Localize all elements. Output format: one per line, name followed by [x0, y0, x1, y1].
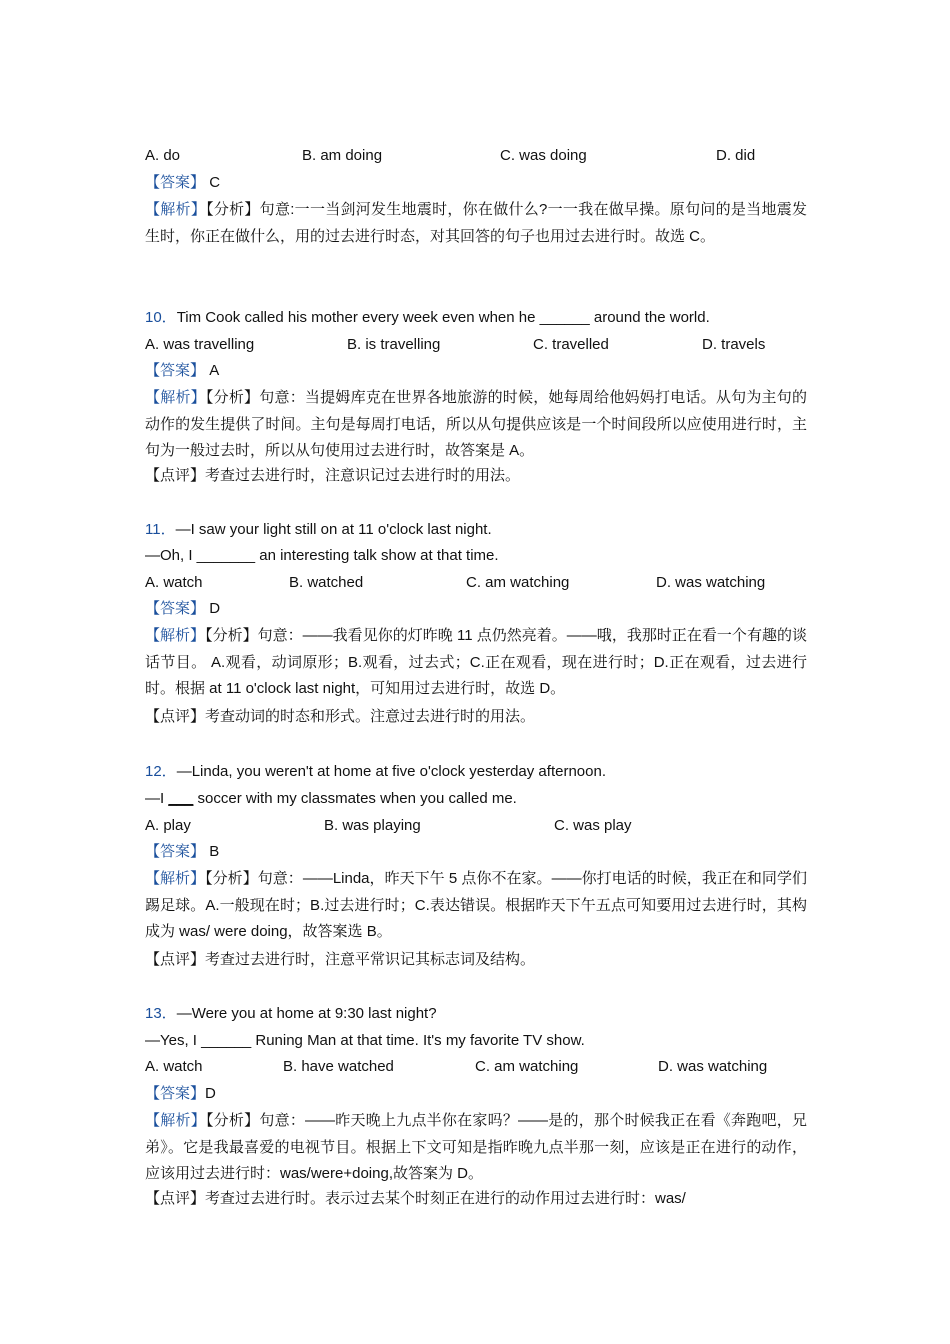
stem-after-blank: soccer with my classmates when you called me.	[193, 790, 517, 807]
answer-tag: 【答案】	[145, 174, 206, 191]
q12-analysis	[145, 866, 807, 946]
q10-options	[145, 335, 810, 355]
answer-value: A	[209, 362, 220, 379]
answer-value: D	[209, 600, 221, 617]
q10-option-c: C. travelled	[533, 336, 609, 353]
q13-option-b: B. have watched	[283, 1058, 394, 1075]
analysis-tag: 【解析】	[145, 201, 207, 218]
question-text: —Linda, you weren't at home at five o'clock yesterday afternoon.	[176, 763, 606, 780]
q10-option-b: B. is travelling	[347, 336, 441, 353]
question-text: —I saw your light still on at 11 o'clock last night.	[175, 521, 492, 538]
q9-option-c: C. was doing	[500, 147, 587, 164]
q13-option-a: A. watch	[145, 1058, 203, 1075]
q11-option-a: A. watch	[145, 574, 203, 591]
q13-analysis	[145, 1108, 807, 1188]
q10-analysis	[145, 385, 807, 465]
q11-comment: 【点评】考查动词的时态和形式。注意过去进行时的用法。	[145, 708, 536, 725]
q13-answer	[145, 1084, 216, 1104]
q12-stem-2	[145, 789, 517, 809]
analysis-text: 【分析】句意：当提姆库克在世界各地旅游的时候，她每周给他妈妈打电话。从句为主句的动作的发生提供了时间。主句是每周打电话，所以从句提供应该是一个时间段所以应使用进行时，主句为一般过去时，所以从句使用过去进行时，故答案是 A。	[145, 389, 807, 459]
question-number: 12．	[145, 763, 177, 780]
q10-option-d: D. travels	[702, 336, 766, 353]
q9-option-b: B. am doing	[302, 147, 383, 164]
q13-option-d: D. was watching	[658, 1058, 768, 1075]
q11-stem-1	[145, 520, 492, 540]
answer-tag: 【答案】	[145, 1085, 206, 1102]
q13-stem-2: —Yes, I ______ Runing Man at that time. It's my favorite TV show.	[145, 1032, 585, 1049]
q9-answer	[145, 173, 220, 193]
q11-option-b: B. watched	[289, 574, 364, 591]
answer-blank: ___	[168, 790, 194, 807]
analysis-tag: 【解析】	[145, 389, 206, 406]
answer-value: D	[205, 1085, 216, 1102]
question-text: —Were you at home at 9:30 last night?	[176, 1005, 437, 1022]
answer-value: B	[209, 843, 220, 860]
q12-comment: 【点评】考查过去进行时，注意平常识记其标志词及结构。	[145, 951, 536, 968]
q12-stem-1	[145, 762, 606, 782]
question-text: Tim Cook called his mother every week even when he ______ around the world.	[176, 309, 710, 326]
answer-value: C	[209, 174, 221, 191]
q13-comment: 【点评】考查过去进行时。表示过去某个时刻正在进行的动作用过去进行时：was/	[145, 1190, 686, 1207]
q13-options	[145, 1057, 810, 1077]
q11-options	[145, 573, 810, 593]
q13-stem-1	[145, 1004, 437, 1024]
q12-answer	[145, 842, 219, 862]
q9-options	[145, 146, 810, 166]
q12-options	[145, 816, 810, 836]
stem-before-blank: —I	[145, 790, 169, 807]
q10-stem	[145, 308, 710, 328]
q11-stem-2: —Oh, I _______ an interesting talk show at that time.	[145, 547, 499, 564]
q9-analysis	[145, 197, 807, 250]
q12-option-c: C. was play	[554, 817, 632, 834]
q12-option-a: A. play	[145, 817, 191, 834]
q10-option-a: A. was travelling	[145, 336, 255, 353]
analysis-text: 【分析】句意:一一当剑河发生地震时，你在做什么?一一我在做早操。原句问的是当地震发生时，你正在做什么，用的过去进行时态，对其回答的句子也用过去进行时。故选 C。	[145, 201, 807, 245]
question-number: 10．	[145, 309, 177, 326]
answer-tag: 【答案】	[145, 843, 206, 860]
analysis-tag: 【解析】	[145, 1112, 206, 1129]
q10-comment: 【点评】考查过去进行时，注意识记过去进行时的用法。	[145, 467, 521, 484]
q11-option-d: D. was watching	[656, 574, 766, 591]
q13-option-c: C. am watching	[475, 1058, 579, 1075]
question-number: 13．	[145, 1005, 177, 1022]
analysis-tag: 【解析】	[145, 870, 206, 887]
analysis-text: 【分析】句意：——昨天晚上九点半你在家吗？——是的，那个时候我正在看《奔跑吧，兄弟》。它是我最喜爱的电视节目。根据上下文可知是指昨晚九点半那一刻，应该是正在进行的动作，应该用过去进行时：was/were+doing,故答案为 D。	[145, 1112, 807, 1182]
analysis-tag: 【解析】	[145, 627, 206, 644]
q9-option-a: A. do	[145, 147, 181, 164]
answer-tag: 【答案】	[145, 362, 206, 379]
question-number: 11．	[145, 521, 176, 538]
q11-analysis	[145, 623, 807, 703]
analysis-text: 【分析】句意：——Linda，昨天下午 5 点你不在家。——你打电话的时候，我正在和同学们踢足球。A.一般现在时；B.过去进行时；C.表达错误。根据昨天下午五点可知要用过去进行时，其构成为 was/ were doing，故答案选 B。	[145, 870, 807, 940]
q11-option-c: C. am watching	[466, 574, 570, 591]
analysis-text: 【分析】句意：——我看见你的灯昨晚 11 点仍然亮着。——哦，我那时正在看一个有趣的谈话节目。 A.观看，动词原形；B.观看，过去式；C.正在观看，现在进行时；D.正在观看，过去进行时。根据 at 11 o'clock last night，可知用过去进行时，故选 D。	[145, 627, 807, 697]
answer-tag: 【答案】	[145, 600, 206, 617]
q11-answer	[145, 599, 220, 619]
q9-option-d: D. did	[716, 147, 756, 164]
q10-answer	[145, 361, 219, 381]
q12-option-b: B. was playing	[324, 817, 421, 834]
